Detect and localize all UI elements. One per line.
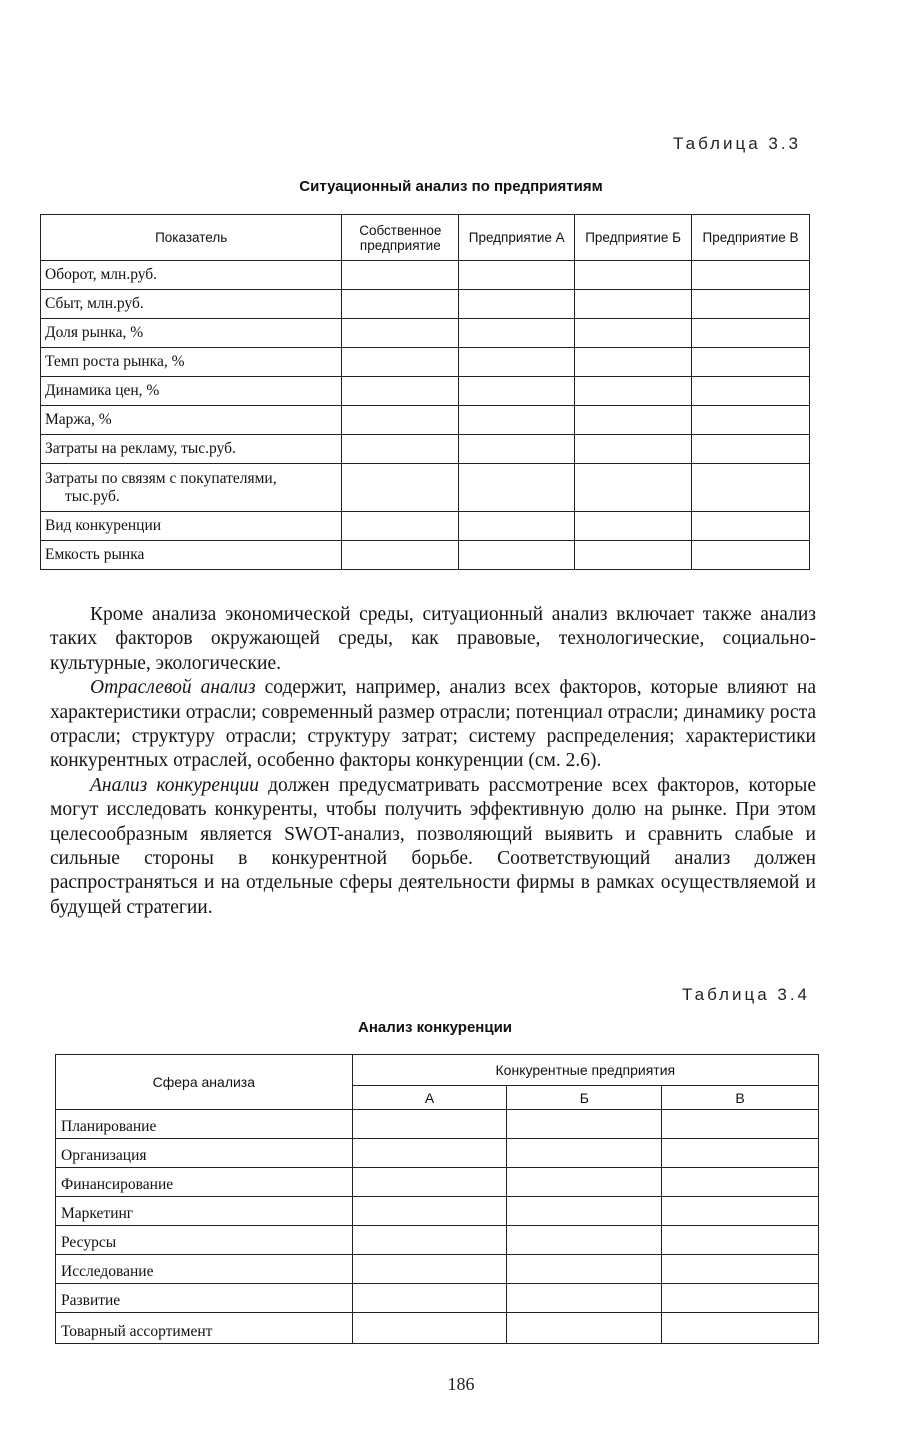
row-label: Затраты на рекламу, тыс.руб. — [41, 435, 342, 464]
table-3-3-caption: Таблица 3.3 — [673, 134, 802, 153]
table-row — [41, 290, 810, 319]
table-row — [56, 1168, 819, 1197]
table-3-4-caption: Таблица 3.4 — [682, 985, 811, 1004]
row-label: Исследование — [56, 1255, 353, 1284]
row-label: Затраты по связям с покупателями, — [45, 469, 277, 487]
row-label: Маржа, % — [41, 406, 342, 435]
table-row — [41, 319, 810, 348]
term-industry-analysis: Отраслевой анализ — [90, 677, 256, 699]
header-enterprise-v: Предприятие В — [692, 215, 810, 261]
row-label: Вид конкуренции — [41, 512, 342, 541]
header-sphere: Сфера анализа — [56, 1055, 353, 1110]
row-label: Оборот, млн.руб. — [41, 261, 342, 290]
header-enterprise-a: Предприятие А — [459, 215, 575, 261]
row-label: Товарный ассортимент — [56, 1313, 353, 1344]
row-label: Финансирование — [56, 1168, 353, 1197]
row-label: Маркетинг — [56, 1197, 353, 1226]
table-row — [56, 1284, 819, 1313]
paragraph-3 — [50, 774, 816, 920]
situational-analysis-table — [40, 214, 810, 570]
table-row — [41, 435, 810, 464]
paragraph-2 — [50, 676, 816, 774]
paragraph-3-text: должен предусматривать рассмотрение всех факторов, которые могут исследовать конкуренты, чтобы получить эффективную долю на рынке. При этом целесообразным является SWOT-анализ, позволяющий выявить и сравнить слабые и сильные стороны в конкурентной борьбе. Соответствующий анализ должен распространяться и на отдельные сферы деятельности фирмы в рамках осуществляемой и будущей стратегии. — [50, 774, 816, 918]
table-3-4-title: Анализ конкуренции — [357, 1019, 513, 1036]
table-row — [41, 512, 810, 541]
page-number: 186 — [447, 1374, 475, 1394]
table-row — [41, 377, 810, 406]
row-label: Планирование — [56, 1110, 353, 1139]
body-text — [50, 603, 816, 920]
table-header-row — [41, 215, 810, 261]
table-row — [41, 406, 810, 435]
table-row — [56, 1255, 819, 1284]
header-enterprise-b: Предприятие Б — [575, 215, 692, 261]
row-label-multiline — [41, 464, 342, 512]
row-label-continuation: тыс.руб. — [65, 487, 120, 505]
header-indicator: Показатель — [41, 215, 342, 261]
header-competitor-v: В — [662, 1086, 819, 1110]
table-header-row — [56, 1055, 819, 1086]
row-label: Динамика цен, % — [41, 377, 342, 406]
row-label: Ресурсы — [56, 1226, 353, 1255]
table-row — [41, 541, 810, 570]
header-competitor-b: Б — [507, 1086, 662, 1110]
header-own-enterprise: Собственное предприятие — [342, 215, 459, 261]
row-label: Развитие — [56, 1284, 353, 1313]
table-row — [41, 348, 810, 377]
paragraph-2-text: содержит, например, анализ всех факторов, которые влияют на характеристики отрасли; современный размер отрасли; потенциал отрасли; динамику роста отрасли; структуру отрасли; структуру затрат; систему распределения; характеристики конкурентных отраслей, особенно факторы конкуренции (см. 2.6). — [50, 677, 816, 772]
table-row — [41, 261, 810, 290]
term-competition-analysis: Анализ конкуренции — [90, 774, 259, 796]
row-label: Емкость рынка — [41, 541, 342, 570]
row-label: Доля рынка, % — [41, 319, 342, 348]
row-label: Организация — [56, 1139, 353, 1168]
table-row — [56, 1139, 819, 1168]
row-label: Сбыт, млн.руб. — [41, 290, 342, 319]
row-label: Темп роста рынка, % — [41, 348, 342, 377]
header-competitor-a: А — [352, 1086, 507, 1110]
table-row — [56, 1226, 819, 1255]
competition-analysis-table — [55, 1054, 819, 1344]
table-3-3-title: Ситуационный анализ по предприятиям — [299, 178, 603, 195]
table-row — [56, 1197, 819, 1226]
table-row — [56, 1110, 819, 1139]
paragraph-1: Кроме анализа экономической среды, ситуационный анализ включает также анализ таких факторов окружающей среды, как правовые, технологические, социально-культурные, экологические. — [50, 604, 816, 674]
header-competitors: Конкурентные предприятия — [352, 1055, 818, 1086]
table-row — [56, 1313, 819, 1344]
table-row — [41, 464, 810, 512]
